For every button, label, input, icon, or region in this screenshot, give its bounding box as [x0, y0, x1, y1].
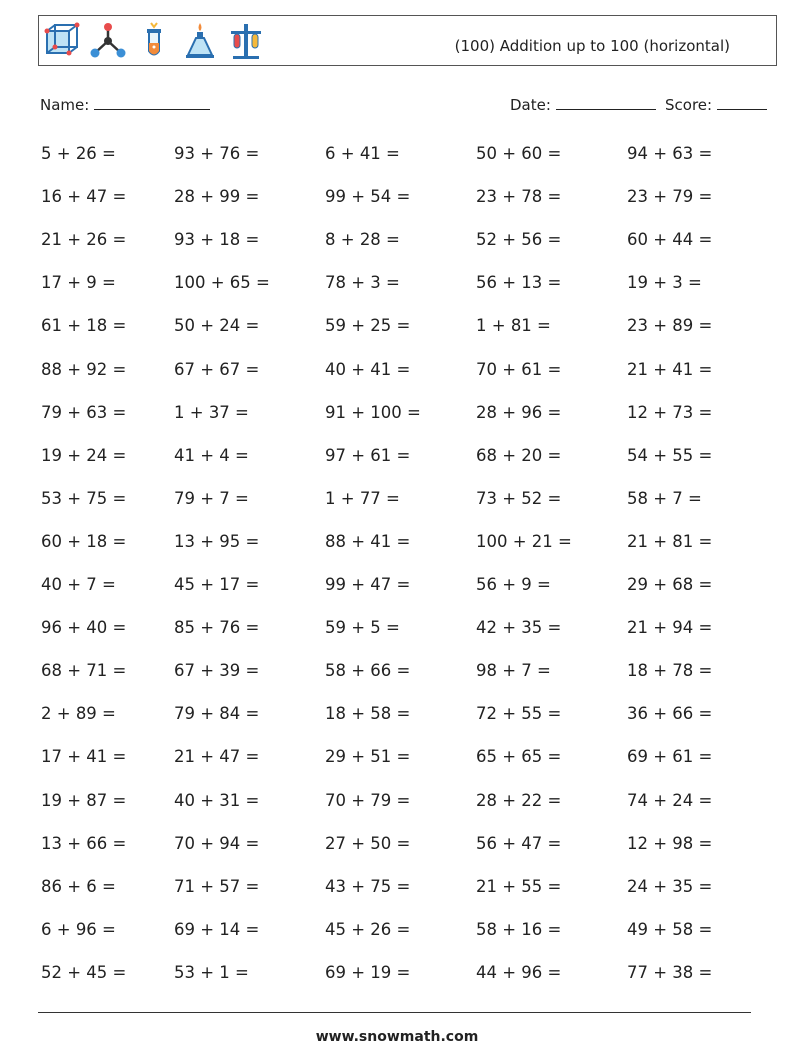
problem-item: 53 + 75 = — [41, 488, 127, 508]
problem-item: 88 + 41 = — [325, 531, 411, 551]
problem-item: 100 + 65 = — [174, 273, 270, 293]
cube-icon — [43, 21, 81, 61]
problem-item: 19 + 87 = — [41, 790, 127, 810]
problem-item: 17 + 9 = — [41, 273, 116, 293]
problem-item: 73 + 52 = — [476, 488, 562, 508]
name-blank[interactable] — [94, 94, 210, 110]
date-label: Date: — [510, 96, 551, 114]
problem-item: 61 + 18 = — [41, 316, 127, 336]
problem-item: 58 + 16 = — [476, 919, 562, 939]
problem-item: 97 + 61 = — [325, 445, 411, 465]
problem-item: 1 + 77 = — [325, 488, 400, 508]
problem-item: 2 + 89 = — [41, 704, 116, 724]
date-field — [510, 94, 656, 114]
problem-item: 23 + 89 = — [627, 316, 713, 336]
date-blank[interactable] — [556, 94, 656, 110]
problem-row — [41, 446, 761, 466]
problem-item: 44 + 96 = — [476, 962, 562, 982]
problem-item: 69 + 14 = — [174, 919, 260, 939]
problem-item: 59 + 25 = — [325, 316, 411, 336]
test-tube-icon — [135, 21, 173, 61]
problem-item: 86 + 6 = — [41, 876, 116, 896]
problem-item: 93 + 18 = — [174, 230, 260, 250]
problem-item: 24 + 35 = — [627, 876, 713, 896]
problem-item: 23 + 78 = — [476, 187, 562, 207]
problem-item: 52 + 45 = — [41, 962, 127, 982]
problem-item: 67 + 67 = — [174, 359, 260, 379]
problem-item: 59 + 5 = — [325, 618, 400, 638]
problem-row — [41, 963, 761, 983]
problem-item: 78 + 3 = — [325, 273, 400, 293]
problem-row — [41, 920, 761, 940]
problem-row — [41, 187, 761, 207]
test-tube-rack-icon — [227, 21, 265, 61]
problem-item: 99 + 47 = — [325, 575, 411, 594]
problem-row — [41, 230, 761, 250]
problem-item: 91 + 100 = — [325, 402, 421, 422]
problem-row — [41, 489, 761, 509]
problem-item: 40 + 31 = — [174, 790, 260, 810]
problem-item: 1 + 81 = — [476, 316, 551, 336]
problem-item: 28 + 99 = — [174, 187, 260, 207]
problem-item: 54 + 55 = — [627, 445, 713, 465]
problem-item: 79 + 63 = — [41, 402, 127, 422]
problem-item: 58 + 7 = — [627, 488, 702, 508]
problem-item: 67 + 39 = — [174, 661, 260, 681]
problem-item: 70 + 61 = — [476, 359, 562, 379]
problem-item: 50 + 60 = — [476, 144, 562, 163]
problem-item: 71 + 57 = — [174, 876, 260, 896]
problem-item: 6 + 41 = — [325, 144, 400, 163]
problem-item: 21 + 81 = — [627, 531, 713, 551]
flask-burner-icon — [181, 21, 219, 61]
problem-item: 79 + 84 = — [174, 704, 260, 724]
problem-item: 6 + 96 = — [41, 919, 116, 939]
problem-item: 28 + 96 = — [476, 402, 562, 422]
name-label: Name: — [40, 96, 90, 114]
problem-item: 42 + 35 = — [476, 618, 562, 638]
problem-item: 16 + 47 = — [41, 187, 127, 207]
problem-item: 28 + 22 = — [476, 790, 562, 810]
problem-item: 70 + 94 = — [174, 833, 260, 853]
score-blank[interactable] — [717, 94, 767, 110]
problem-item: 5 + 26 = — [41, 144, 116, 163]
name-field — [40, 94, 210, 114]
molecule-icon — [89, 21, 127, 61]
problem-item: 74 + 24 = — [627, 790, 713, 810]
problem-item: 68 + 20 = — [476, 445, 562, 465]
problem-item: 17 + 41 = — [41, 747, 127, 767]
problem-item: 96 + 40 = — [41, 618, 127, 638]
problem-item: 43 + 75 = — [325, 876, 411, 896]
problem-row — [41, 747, 761, 767]
problem-item: 45 + 26 = — [325, 919, 411, 939]
problem-row — [41, 273, 761, 293]
problem-row — [41, 877, 761, 897]
problem-item: 40 + 41 = — [325, 359, 411, 379]
problem-row — [41, 403, 761, 423]
problem-item: 65 + 65 = — [476, 747, 562, 767]
problem-row — [41, 704, 761, 724]
problem-item: 36 + 66 = — [627, 704, 713, 724]
problem-item: 85 + 76 = — [174, 618, 260, 638]
problem-item: 21 + 94 = — [627, 618, 713, 638]
problem-item: 72 + 55 = — [476, 704, 562, 724]
problem-item: 21 + 47 = — [174, 747, 260, 767]
problem-item: 99 + 54 = — [325, 187, 411, 207]
problem-item: 45 + 17 = — [174, 575, 260, 594]
problem-row — [41, 575, 761, 595]
problem-item: 68 + 71 = — [41, 661, 127, 681]
problem-item: 23 + 79 = — [627, 187, 713, 207]
problem-item: 94 + 63 = — [627, 144, 713, 163]
problem-item: 79 + 7 = — [174, 488, 249, 508]
header-icons — [43, 21, 265, 61]
problem-item: 13 + 66 = — [41, 833, 127, 853]
problem-item: 21 + 55 = — [476, 876, 562, 896]
problem-item: 12 + 73 = — [627, 402, 713, 422]
problem-row — [41, 360, 761, 380]
problem-item: 56 + 13 = — [476, 273, 562, 293]
problem-item: 58 + 66 = — [325, 661, 411, 681]
problem-item: 8 + 28 = — [325, 230, 400, 250]
problem-item: 21 + 26 = — [41, 230, 127, 250]
problem-item: 1 + 37 = — [174, 402, 249, 422]
problem-row — [41, 834, 761, 854]
score-label: Score: — [665, 96, 713, 114]
problem-item: 29 + 51 = — [325, 747, 411, 767]
problem-item: 69 + 19 = — [325, 962, 411, 982]
problem-item: 41 + 4 = — [174, 445, 249, 465]
problem-row — [41, 791, 761, 811]
footer-divider — [38, 1012, 751, 1013]
problem-row — [41, 532, 761, 552]
problem-item: 53 + 1 = — [174, 962, 249, 982]
problem-row — [41, 316, 761, 336]
problem-item: 60 + 18 = — [41, 531, 127, 551]
problem-item: 93 + 76 = — [174, 144, 260, 163]
problem-item: 98 + 7 = — [476, 661, 551, 681]
problem-item: 27 + 50 = — [325, 833, 411, 853]
worksheet-header — [38, 15, 777, 66]
problem-item: 18 + 58 = — [325, 704, 411, 724]
problem-item: 77 + 38 = — [627, 962, 713, 982]
problem-item: 19 + 24 = — [41, 445, 127, 465]
problem-item: 40 + 7 = — [41, 575, 116, 594]
problem-item: 88 + 92 = — [41, 359, 127, 379]
problem-item: 18 + 78 = — [627, 661, 713, 681]
score-field — [665, 94, 767, 114]
problem-item: 52 + 56 = — [476, 230, 562, 250]
problem-item: 12 + 98 = — [627, 833, 713, 853]
problem-row — [41, 618, 761, 638]
problem-item: 19 + 3 = — [627, 273, 702, 293]
problem-item: 100 + 21 = — [476, 531, 572, 551]
problem-item: 50 + 24 = — [174, 316, 260, 336]
problem-row — [41, 661, 761, 681]
problem-item: 56 + 47 = — [476, 833, 562, 853]
problem-item: 29 + 68 = — [627, 575, 713, 594]
problem-item: 49 + 58 = — [627, 919, 713, 939]
problem-item: 60 + 44 = — [627, 230, 713, 250]
problem-row — [41, 144, 761, 164]
worksheet-title: (100) Addition up to 100 (horizontal) — [454, 37, 730, 55]
problem-item: 56 + 9 = — [476, 575, 551, 594]
problem-item: 21 + 41 = — [627, 359, 713, 379]
problem-item: 70 + 79 = — [325, 790, 411, 810]
footer-website: www.snowmath.com — [315, 1029, 479, 1045]
problem-item: 69 + 61 = — [627, 747, 713, 767]
problem-item: 13 + 95 = — [174, 531, 260, 551]
